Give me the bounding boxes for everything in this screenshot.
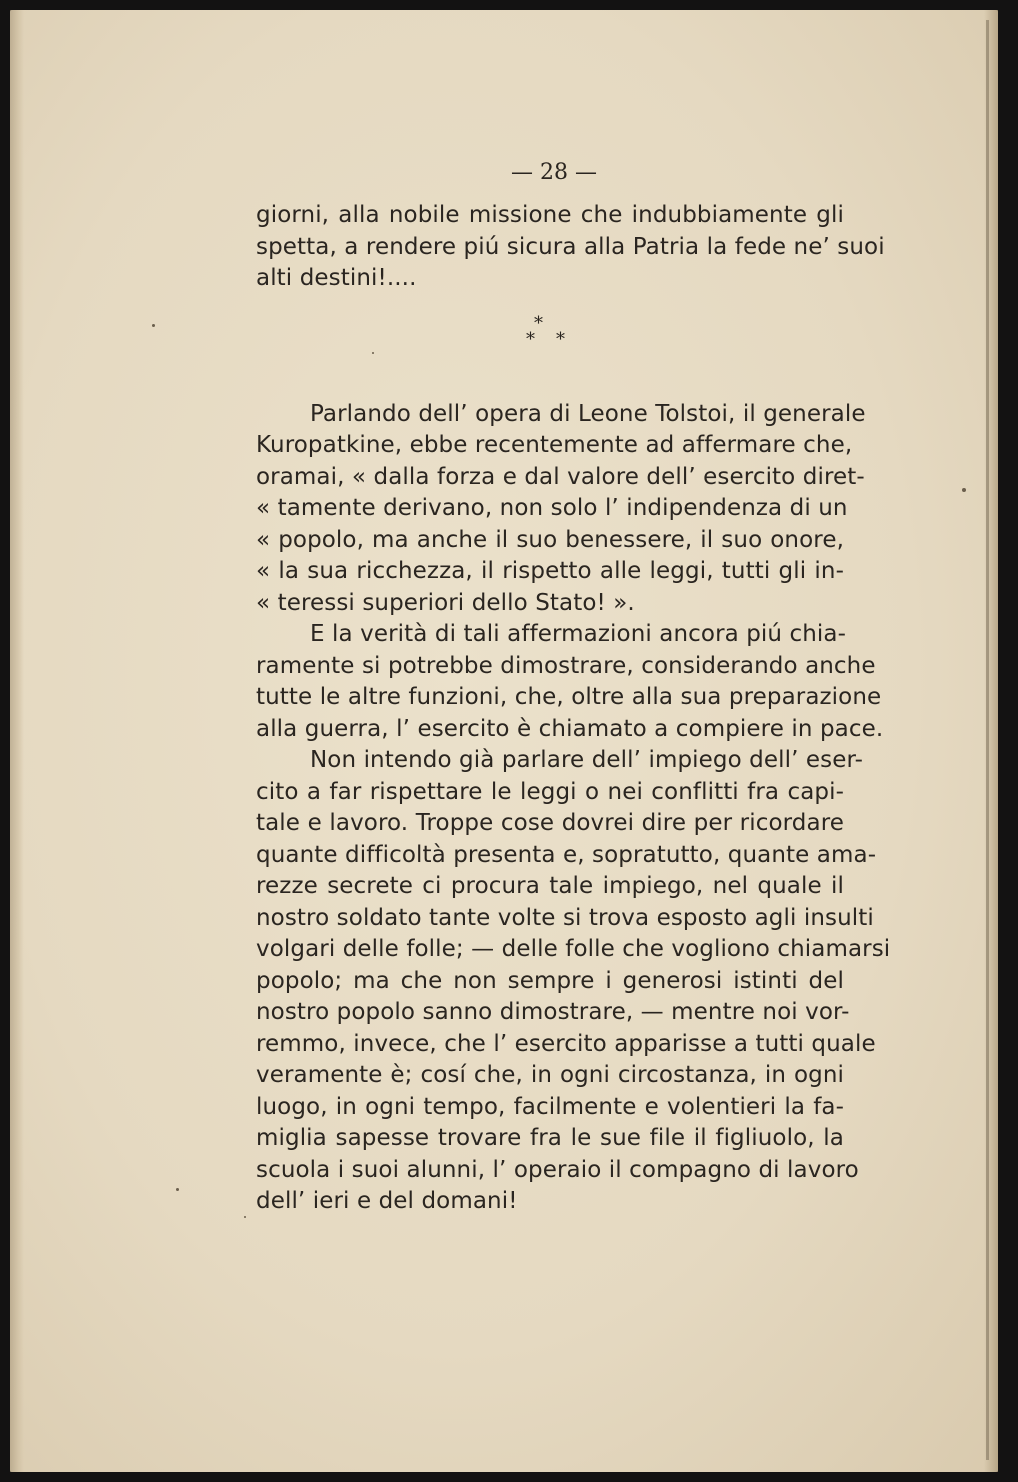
text-line: rezze secrete ci procura tale impiego, nel quale il [256, 873, 844, 899]
text-line: Kuropatkine, ebbe recentemente ad affermare che, [256, 432, 853, 458]
text-line: « la sua ricchezza, il rispetto alle leggi, tutti gli in- [256, 558, 844, 584]
page-text-block [256, 158, 891, 1218]
page-left-edge [10, 10, 24, 1472]
text-line: nostro popolo sanno dimostrare, — mentre noi vor- [256, 999, 850, 1025]
text-line: tutte le altre funzioni, che, oltre alla sua preparazione [256, 684, 882, 710]
page-number: — 28 — [511, 160, 597, 185]
paper-speck [152, 324, 155, 327]
text-line: tale e lavoro. Troppe cose dovrei dire per ricordare [256, 810, 844, 836]
text-line: « tamente derivano, non solo l’ indipendenza di un [256, 495, 848, 521]
asterism-star-right: * [556, 328, 565, 350]
paper-speck [176, 1188, 179, 1191]
text-line: ramente si potrebbe dimostrare, considerando anche [256, 652, 876, 679]
text-line: spetta, a rendere piú sicura alla Patria la fede ne’ suoi [256, 233, 885, 260]
text-line: nostro soldato tante volte si trova esposto agli insulti [256, 904, 874, 931]
text-line: quante difficoltà presenta e, sopratutto, quante ama- [256, 841, 877, 868]
asterism-star-left: * [526, 328, 535, 350]
binding-gutter [986, 20, 989, 1460]
text-line: miglia sapesse trovare fra le sue file il figliuolo, la [256, 1125, 844, 1151]
text-line: giorni, alla nobile missione che indubbiamente gli [256, 202, 844, 228]
paper-speck [244, 1216, 246, 1218]
asterism-star-top: * [534, 312, 543, 334]
text-line: Parlando dell’ opera di Leone Tolstoi, il generale [310, 400, 866, 427]
text-line: volgari delle folle; — delle folle che vogliono chiamarsi [256, 936, 891, 962]
text-line: alti destini!.... [256, 265, 417, 291]
section-asterism [256, 301, 844, 371]
paper-speck [962, 488, 966, 492]
text-line: dell’ ieri e del domani! [256, 1188, 518, 1214]
text-line: scuola i suoi alunni, l’ operaio il compagno di lavoro [256, 1156, 859, 1183]
text-line: E la verità di tali affermazioni ancora piú chia- [310, 621, 847, 647]
text-line: alla guerra, l’ esercito è chiamato a compiere in pace. [256, 715, 884, 742]
paragraph-continued [256, 200, 885, 295]
text-line: cito a far rispettare le leggi o nei conflitti fra capi- [256, 778, 844, 805]
text-line: « popolo, ma anche il suo benessere, il suo onore, [256, 526, 844, 553]
text-line: oramai, « dalla forza e dal valore dell’ esercito diret- [256, 463, 865, 490]
text-line: popolo; ma che non sempre i generosi istinti del [256, 967, 844, 994]
text-line: remmo, invece, che l’ esercito apparisse a tutti quale [256, 1030, 876, 1057]
text-line: Non intendo già parlare dell’ impiego dell’ eser- [310, 747, 863, 773]
text-line: luogo, in ogni tempo, facilmente e volentieri la fa- [256, 1093, 844, 1120]
text-line: veramente è; cosí che, in ogni circostanza, in ogni [256, 1062, 844, 1088]
paragraph-group [256, 399, 891, 1218]
text-line: « teressi superiori dello Stato! ». [256, 589, 635, 616]
